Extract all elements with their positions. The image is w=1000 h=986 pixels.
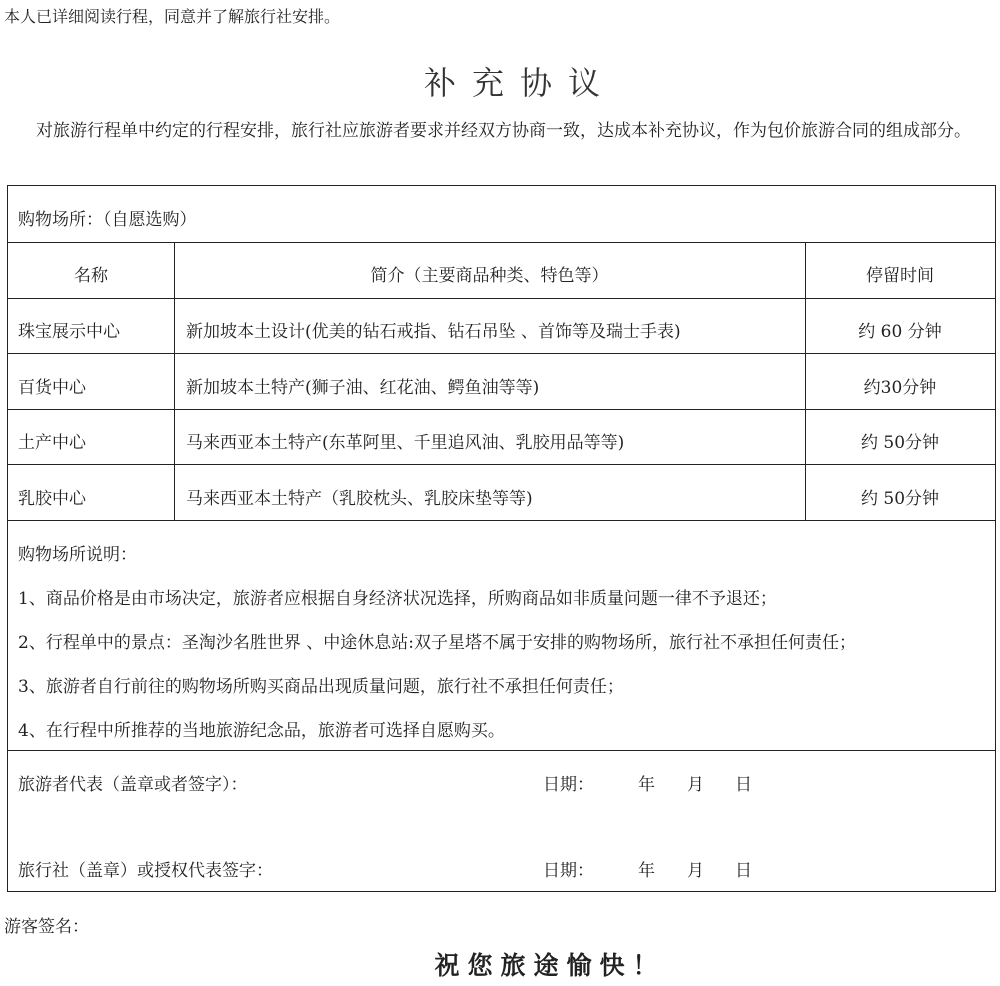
day-label: 日 [735,775,752,795]
table-row-duration: 约30分钟 [863,378,937,398]
table-rule [8,409,995,410]
table-row-name: 土产中心 [18,433,86,453]
year-label: 年 [638,861,655,881]
table-row-description: 马来西亚本土特产（乳胶枕头、乳胶床垫等等) [186,489,533,509]
intro-paragraph: 对旅游行程单中约定的行程安排，旅行社应旅游者要求并经双方协商一致，达成本补充协议，作为包价旅游合同的组成部分。 [36,121,971,141]
column-header-duration: 停留时间 [866,266,934,286]
agreement-table [7,185,996,892]
table-rule [8,750,995,751]
column-header-name: 名称 [74,266,108,286]
note-item: 3、旅游者自行前往的购物场所购买商品出现质量问题，旅行社不承担任何责任； [18,677,624,697]
note-item: 1、商品价格是由市场决定，旅游者应根据自身经济状况选择，所购商品如非质量问题一律不予退还； [18,589,777,609]
note-item: 4、在行程中所推荐的当地旅游纪念品，旅游者可选择自愿购买。 [18,721,505,741]
month-label: 月 [687,861,704,881]
table-row-description: 马来西亚本土特产(东革阿里、千里追风油、乳胶用品等等) [186,433,625,453]
guest-signature-label: 游客签名： [4,917,89,937]
acknowledgement-note: 本人已详细阅读行程，同意并了解旅行社安排。 [4,7,341,26]
date-label: 日期： [543,775,594,795]
notes-heading: 购物场所说明： [18,545,137,565]
note-item: 2、行程单中的景点：圣淘沙名胜世界 、中途休息站:双子星塔不属于安排的购物场所，旅行社不承担任何责任； [18,633,856,653]
page-title: 补充协议 [423,64,616,102]
table-row-description: 新加坡本土特产(狮子油、红花油、鳄鱼油等等) [186,378,540,398]
table-rule [8,298,995,299]
day-label: 日 [735,861,752,881]
table-row-duration: 约 50分钟 [860,433,940,453]
year-label: 年 [638,775,655,795]
tourist-signature-label: 旅游者代表（盖章或者签字）： [18,775,248,795]
table-row-name: 乳胶中心 [18,489,86,509]
table-rule [8,353,995,354]
farewell-message: 祝您旅途愉快！ [434,951,666,980]
date-label: 日期： [543,861,594,881]
month-label: 月 [687,775,704,795]
table-rule [8,242,995,243]
table-row-name: 珠宝展示中心 [18,322,120,342]
table-rule [8,464,995,465]
shopping-heading: 购物场所：（自愿选购） [18,210,197,230]
table-rule [8,520,995,521]
column-header-description: 简介（主要商品种类、特色等） [370,266,609,286]
table-row-duration: 约 50分钟 [860,489,940,509]
table-row-name: 百货中心 [18,378,86,398]
agency-signature-label: 旅行社（盖章）或授权代表签字： [18,861,273,881]
table-row-duration: 约 60 分钟 [858,322,942,342]
table-row-description: 新加坡本土设计(优美的钻石戒指、钻石吊坠 、首饰等及瑞士手表) [186,322,681,342]
